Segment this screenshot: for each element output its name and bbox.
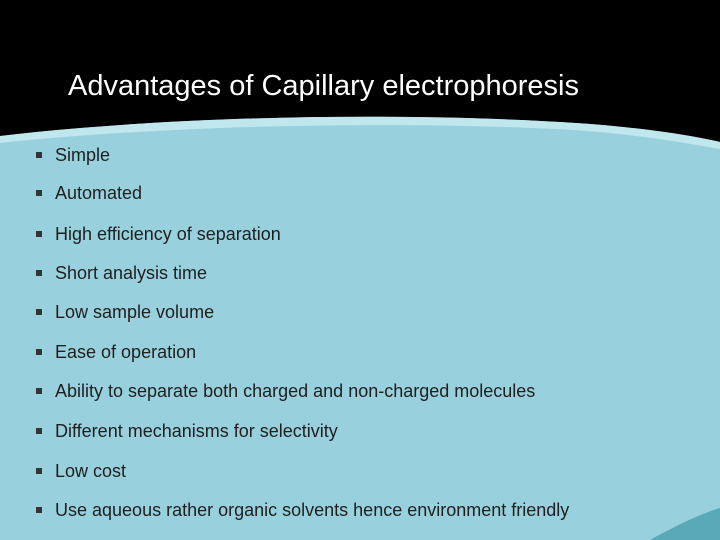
square-bullet-icon bbox=[36, 507, 42, 513]
bullet-item bbox=[36, 261, 207, 285]
bullet-item bbox=[36, 498, 569, 522]
square-bullet-icon bbox=[36, 270, 42, 276]
slide-title: Advantages of Capillary electrophoresis bbox=[68, 70, 579, 102]
square-bullet-icon bbox=[36, 152, 42, 158]
bullet-item bbox=[36, 419, 338, 443]
square-bullet-icon bbox=[36, 428, 42, 434]
square-bullet-icon bbox=[36, 349, 42, 355]
bullet-item bbox=[36, 143, 110, 167]
bullet-text: Different mechanisms for selectivity bbox=[55, 421, 338, 441]
bullet-text: Short analysis time bbox=[55, 263, 208, 283]
bullet-text: Low cost bbox=[55, 461, 127, 481]
bullet-text: High efficiency of separation bbox=[55, 224, 281, 244]
square-bullet-icon bbox=[36, 388, 42, 394]
square-bullet-icon bbox=[36, 231, 42, 237]
bullet-text: Ease of operation bbox=[55, 342, 197, 362]
bullet-text: Ability to separate both charged and non-charged molecules bbox=[55, 381, 536, 401]
bullet-text: Automated bbox=[55, 183, 143, 203]
bullet-item bbox=[36, 340, 196, 364]
bullet-item bbox=[36, 379, 535, 403]
bullet-text: Simple bbox=[55, 145, 111, 165]
bullet-text: Use aqueous rather organic solvents hence environment friendly bbox=[55, 500, 570, 520]
bullet-item bbox=[36, 300, 214, 324]
square-bullet-icon bbox=[36, 190, 42, 196]
bullet-item bbox=[36, 181, 142, 205]
bullet-item bbox=[36, 459, 126, 483]
square-bullet-icon bbox=[36, 309, 42, 315]
bullet-text: Low sample volume bbox=[55, 302, 215, 322]
square-bullet-icon bbox=[36, 468, 42, 474]
bullet-item bbox=[36, 222, 281, 246]
